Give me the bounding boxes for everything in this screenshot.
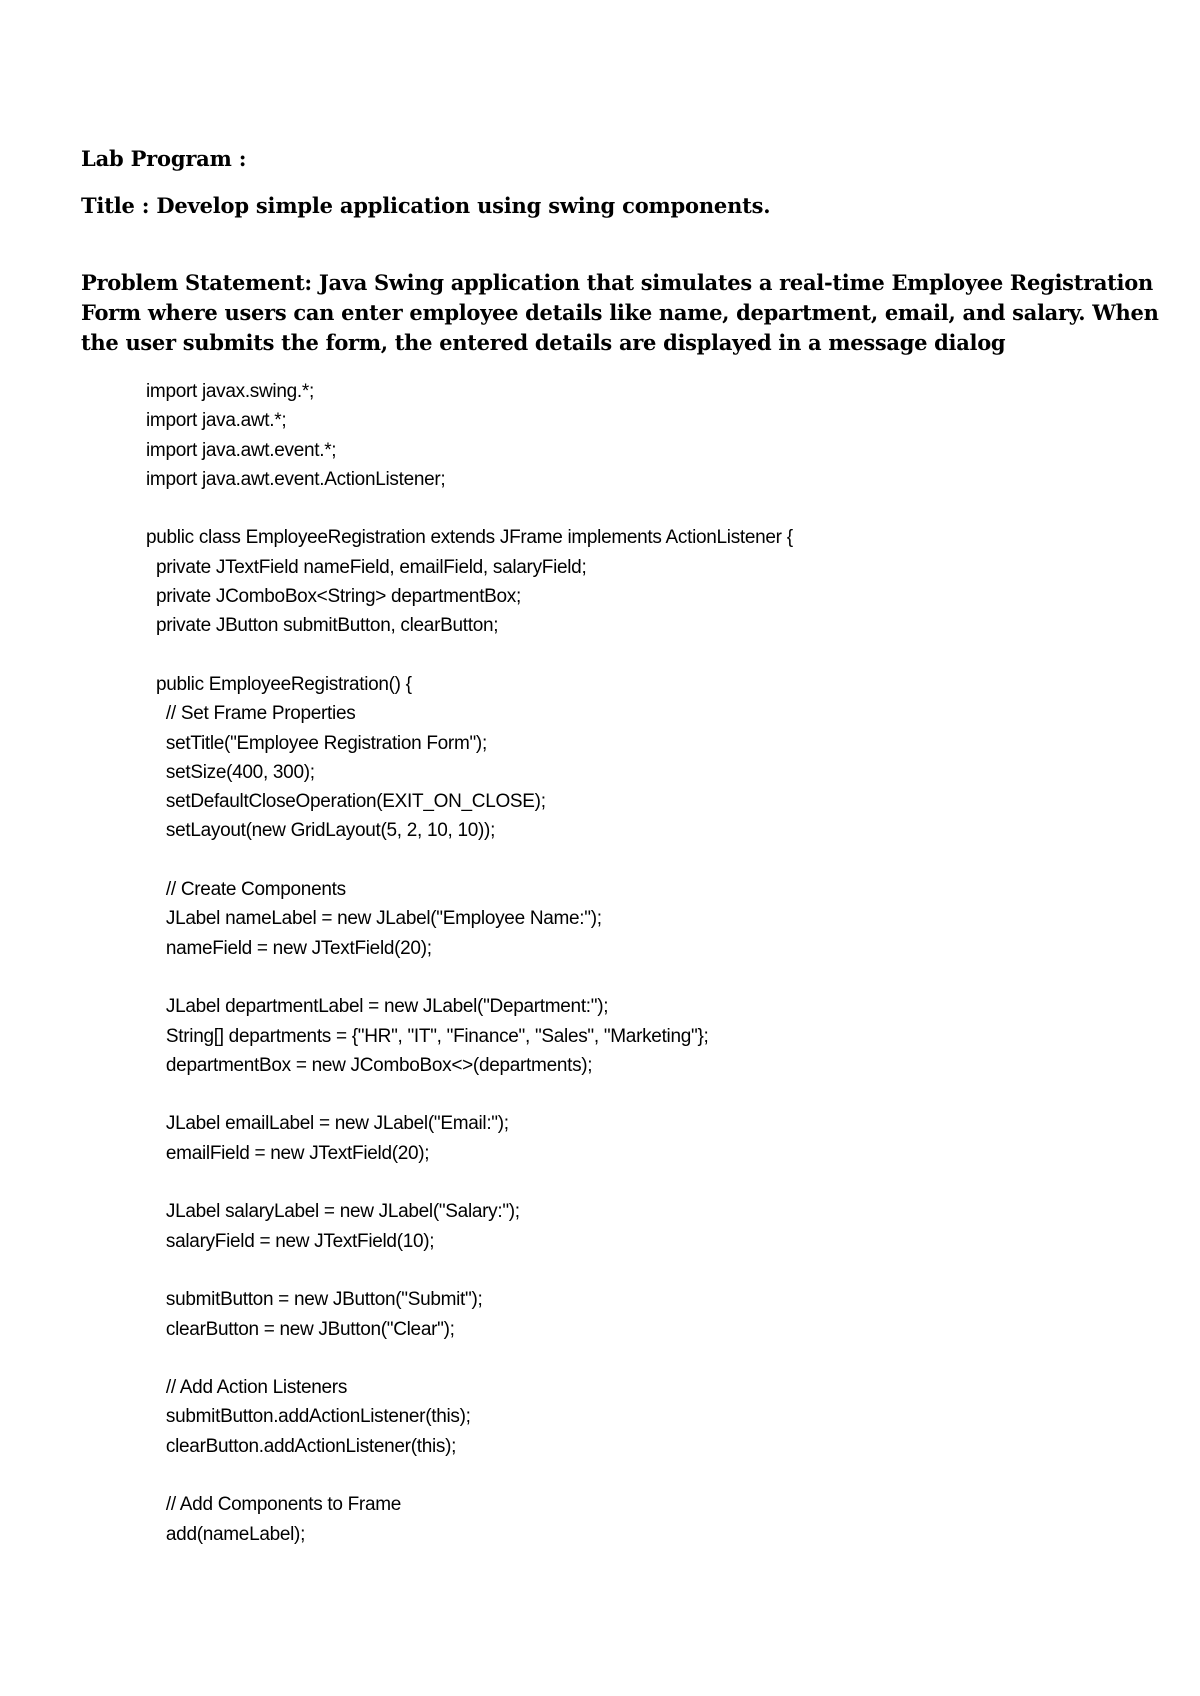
problem-statement-line: Problem Statement: Java Swing application that simulates a real-time Employee Registration [81,270,1153,295]
code-line: String[] departments = {"HR", "IT", "Finance", "Sales", "Marketing"}; [146,1025,709,1047]
code-line: private JComboBox<String> departmentBox; [146,586,521,608]
code-line: import javax.swing.*; [146,381,314,402]
code-line: salaryField = new JTextField(10); [146,1230,435,1252]
code-line [146,1461,1146,1490]
code-line: import java.awt.event.ActionListener; [146,468,446,490]
code-line: setLayout(new GridLayout(5, 2, 10, 10)); [146,820,496,842]
problem-statement-line: Form where users can enter employee details like name, department, email, and salary. When [81,300,1159,325]
code-line [146,1256,1146,1285]
code-line: JLabel salaryLabel = new JLabel("Salary:"); [146,1201,520,1223]
code-line: // Add Components to Frame [146,1494,402,1516]
code-line: // Add Action Listeners [146,1377,348,1399]
code-line: private JTextField nameField, emailField, salaryField; [146,556,587,578]
code-line: setSize(400, 300); [146,761,315,783]
lab-program-heading: Lab Program : [81,146,247,171]
code-line: JLabel nameLabel = new JLabel("Employee Name:"); [146,908,602,930]
code-line: submitButton.addActionListener(this); [146,1406,471,1428]
problem-statement-line: the user submits the form, the entered details are displayed in a message dialog [81,330,1006,355]
code-line: public EmployeeRegistration() { [146,673,412,695]
code-line: setTitle("Employee Registration Form"); [146,732,487,754]
program-title: Title : Develop simple application using swing components. [81,193,771,218]
code-line: private JButton submitButton, clearButton; [146,615,499,637]
code-line: departmentBox = new JComboBox<>(departments); [146,1054,593,1076]
code-line: public class EmployeeRegistration extends JFrame implements ActionListener { [146,527,793,549]
code-line [146,846,1146,875]
problem-statement [81,268,1159,358]
code-line: add(nameLabel); [146,1523,306,1545]
code-line: clearButton.addActionListener(this); [146,1435,457,1457]
code-line: // Set Frame Properties [146,703,356,725]
code-line: JLabel emailLabel = new JLabel("Email:"); [146,1113,509,1135]
code-line: nameField = new JTextField(20); [146,937,432,959]
code-line [146,1344,1146,1373]
code-line [146,1168,1146,1197]
code-listing [146,377,1146,1549]
code-line: clearButton = new JButton("Clear"); [146,1318,455,1340]
code-line: // Create Components [146,879,346,901]
code-line [146,963,1146,992]
code-line [146,494,1146,523]
code-line [146,1080,1146,1109]
code-line: setDefaultCloseOperation(EXIT_ON_CLOSE); [146,791,546,813]
code-line [146,641,1146,670]
code-line: emailField = new JTextField(20); [146,1142,430,1164]
code-line: JLabel departmentLabel = new JLabel("Department:"); [146,996,609,1018]
code-line: submitButton = new JButton("Submit"); [146,1289,483,1311]
code-line: import java.awt.*; [146,410,287,432]
code-line: import java.awt.event.*; [146,439,337,461]
